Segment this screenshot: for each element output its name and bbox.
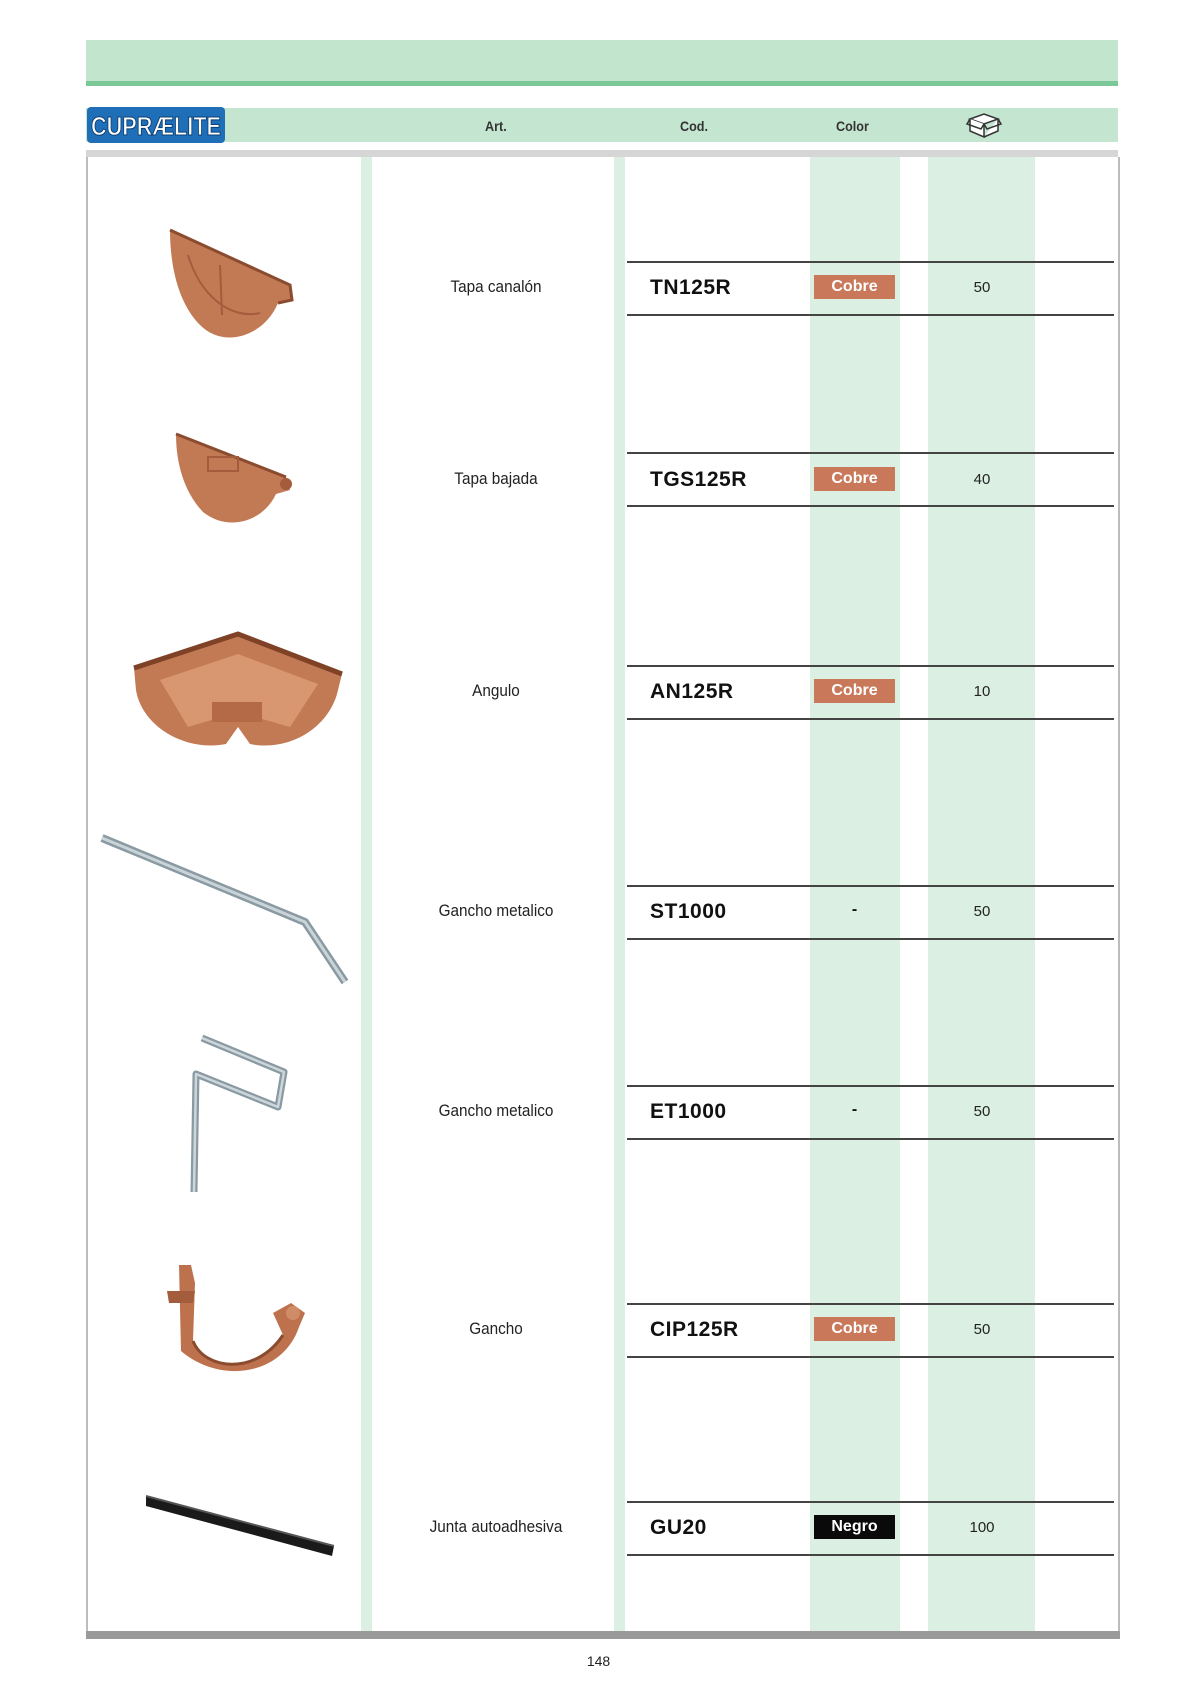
product-art-label: Angulo <box>472 681 520 700</box>
table-header-bar <box>86 108 1118 142</box>
row-bottom-rule <box>627 505 1114 507</box>
gutter-end-cap-icon <box>160 225 300 350</box>
metal-bent-hook-icon <box>176 1032 294 1197</box>
header-cod-label: Cod. <box>680 118 708 134</box>
product-art-label: Tapa canalón <box>450 277 542 296</box>
header-underline <box>86 150 1118 157</box>
row-top-rule <box>627 885 1114 887</box>
product-code: AN125R <box>650 680 734 703</box>
row-bottom-rule <box>627 1138 1114 1140</box>
header-color-label: Color <box>836 118 869 134</box>
package-quantity: 100 <box>969 1519 995 1536</box>
row-bottom-rule <box>627 1356 1114 1358</box>
top-color-band <box>86 40 1118 86</box>
color-value: - <box>851 1101 858 1118</box>
header-art-label: Art. <box>485 118 507 134</box>
package-quantity: 50 <box>973 1321 991 1338</box>
gutter-bracket-icon <box>165 1263 307 1385</box>
gutter-corner-icon <box>130 632 346 758</box>
cupraelite-logo <box>86 106 226 144</box>
package-quantity: 40 <box>973 471 991 488</box>
row-bottom-rule <box>627 314 1114 316</box>
row-bottom-rule <box>627 718 1114 720</box>
table-bottom-bar <box>86 1631 1120 1639</box>
color-value: - <box>851 901 858 918</box>
product-art-label: Gancho metalico <box>438 901 554 920</box>
color-badge: Negro <box>814 1515 895 1539</box>
page-number: 148 <box>586 1653 611 1669</box>
package-quantity: 10 <box>973 683 991 700</box>
row-top-rule <box>627 452 1114 454</box>
metal-strap-hook-icon <box>100 832 350 987</box>
product-art-label: Gancho <box>469 1319 523 1338</box>
product-art-label: Junta autoadhesiva <box>429 1517 563 1536</box>
color-badge: Cobre <box>814 679 895 703</box>
product-code: ET1000 <box>650 1100 727 1123</box>
row-top-rule <box>627 1303 1114 1305</box>
color-badge: Cobre <box>814 275 895 299</box>
box-quantity-icon <box>966 110 1002 140</box>
top-band-underline <box>86 81 1118 86</box>
package-quantity: 50 <box>973 1103 991 1120</box>
svg-text:CUPRÆLITE: CUPRÆLITE <box>91 111 221 141</box>
product-code: ST1000 <box>650 900 727 923</box>
row-top-rule <box>627 665 1114 667</box>
product-code: GU20 <box>650 1516 707 1539</box>
product-code: TGS125R <box>650 468 747 491</box>
package-quantity: 50 <box>973 903 991 920</box>
row-bottom-rule <box>627 938 1114 940</box>
color-badge: Cobre <box>814 467 895 491</box>
row-bottom-rule <box>627 1554 1114 1556</box>
product-art-label: Tapa bajada <box>454 469 538 488</box>
color-badge: Cobre <box>814 1317 895 1341</box>
adhesive-seal-strip-icon <box>144 1488 336 1558</box>
product-art-label: Gancho metalico <box>438 1101 554 1120</box>
row-top-rule <box>627 1501 1114 1503</box>
package-quantity: 50 <box>973 279 991 296</box>
product-code: TN125R <box>650 276 732 299</box>
product-code: CIP125R <box>650 1318 739 1341</box>
row-top-rule <box>627 261 1114 263</box>
downpipe-end-cap-icon <box>168 432 296 532</box>
row-top-rule <box>627 1085 1114 1087</box>
